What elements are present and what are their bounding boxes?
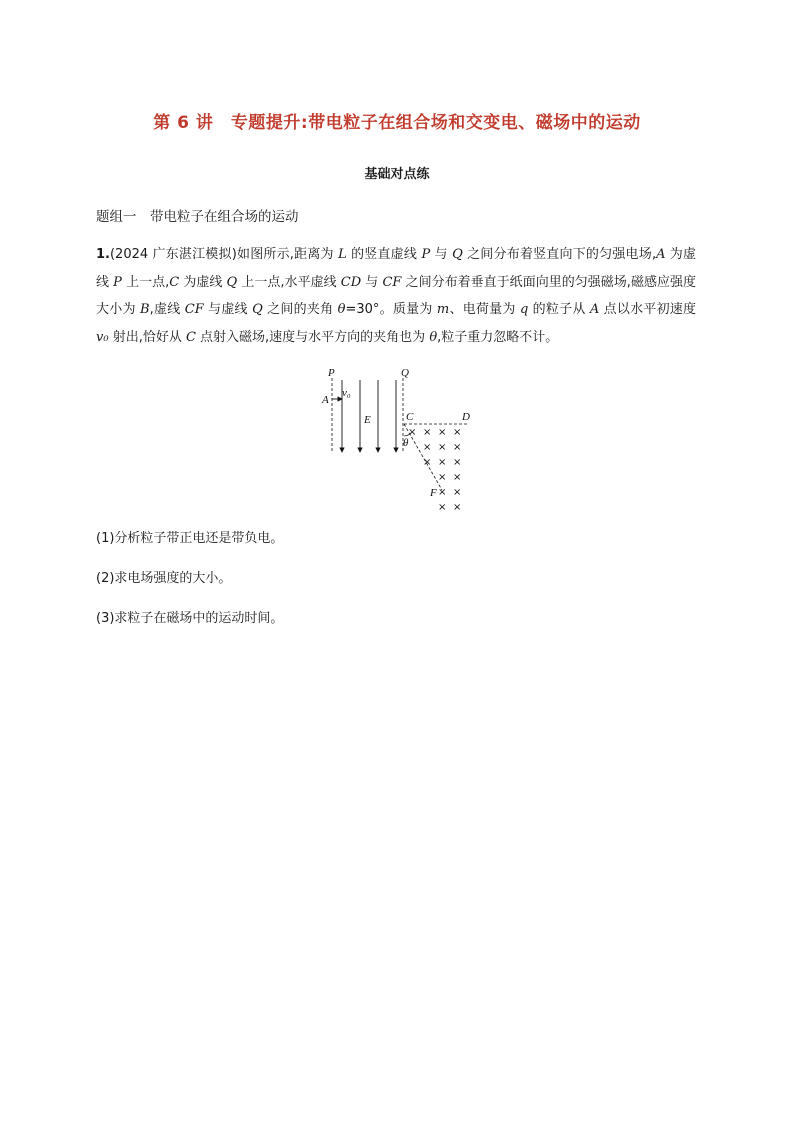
math-variable: q <box>519 302 529 317</box>
math-variable: CF <box>184 302 204 317</box>
math-variable: P <box>421 247 431 262</box>
text-segment: 为虚线 <box>179 274 227 290</box>
magnetic-cross: × <box>453 427 462 438</box>
text-segment: 上一点, <box>121 274 170 290</box>
label-e: E <box>364 414 371 426</box>
text-segment: 如图所示,距离为 <box>236 247 339 262</box>
math-variable: Q <box>452 247 463 262</box>
lecture-title: 第 6 讲 专题提升:带电粒子在组合场和交变电、磁场中的运动 <box>153 113 641 133</box>
text-segment: 点以水平初速度 <box>599 302 697 317</box>
math-variable: Q <box>226 274 238 290</box>
question-3: (3)求粒子在磁场中的运动时间。 <box>96 611 284 626</box>
math-variable: P <box>113 274 122 290</box>
magnetic-cross: × <box>438 442 447 453</box>
math-variable: A <box>656 247 666 262</box>
text-segment: ,虚线 <box>149 302 185 317</box>
physics-figure <box>318 366 488 513</box>
math-variable: C <box>169 274 180 290</box>
magnetic-cross: × <box>438 457 447 468</box>
magnetic-cross: × <box>453 472 462 483</box>
label-p: P <box>328 367 335 379</box>
magnetic-cross: × <box>423 427 432 438</box>
text-segment: 之间分布着垂直于纸面向里的匀强磁场,磁感应强度大小为 <box>96 274 697 317</box>
question-2: (2)求电场强度的大小。 <box>96 571 232 586</box>
label-d: D <box>462 411 470 423</box>
text-segment: ,粒子重力忽略不计。 <box>437 329 559 345</box>
magnetic-cross: × <box>408 427 417 438</box>
math-variable: A <box>589 302 600 317</box>
text-segment: 上一点,水平虚线 <box>237 274 341 290</box>
label-c: C <box>406 411 414 423</box>
text-segment: 与虚线 <box>203 302 253 317</box>
text-segment: 的竖直虚线 <box>346 247 422 262</box>
math-variable: CF <box>382 274 402 290</box>
magnetic-field-crosses <box>408 427 461 513</box>
math-variable: L <box>338 247 347 262</box>
problem-number: 1. <box>96 247 110 262</box>
field-diagram <box>318 366 488 513</box>
math-variable: v₀ <box>96 329 109 345</box>
magnetic-cross: × <box>438 472 447 483</box>
text-segment: 点射入磁场,速度与水平方向的夹角也为 <box>195 329 430 345</box>
text-segment: =30°。质量为 <box>345 302 437 317</box>
label-v0: v₀ <box>342 387 351 399</box>
math-variable: B <box>140 302 150 317</box>
math-variable: Q <box>252 302 263 317</box>
math-variable: θ <box>337 302 346 317</box>
problem-1 <box>96 241 696 351</box>
magnetic-cross: × <box>423 457 432 468</box>
label-theta: θ <box>403 437 409 449</box>
math-variable: CD <box>340 274 362 290</box>
magnetic-cross: × <box>438 487 447 498</box>
magnetic-cross: × <box>423 442 432 453</box>
text-segment: 之间分布着竖直向下的匀强电场, <box>462 247 657 262</box>
section-subtitle: 基础对点练 <box>364 167 430 182</box>
math-variable: m <box>436 302 450 317</box>
text-segment: 射出,恰好从 <box>108 329 186 345</box>
text-segment: 与 <box>361 274 383 290</box>
question-1: (1)分析粒子带正电还是带负电。 <box>96 531 284 546</box>
problem-source: (2024 广东湛江模拟) <box>109 247 237 262</box>
label-q: Q <box>401 367 409 379</box>
math-variable: C <box>185 329 196 345</box>
group-title: 题组一 带电粒子在组合场的运动 <box>96 209 299 225</box>
label-a: A <box>322 394 329 406</box>
math-variable: θ <box>429 329 438 345</box>
magnetic-cross: × <box>453 457 462 468</box>
text-segment: 为虚线 <box>96 247 697 290</box>
magnetic-cross: × <box>453 487 462 498</box>
text-segment: 之间的夹角 <box>262 302 338 317</box>
text-segment: 、电荷量为 <box>449 302 520 317</box>
magnetic-cross: × <box>438 427 447 438</box>
text-segment: 与 <box>430 247 453 262</box>
text-segment: 的粒子从 <box>528 302 590 317</box>
label-f: F <box>430 487 437 499</box>
magnetic-cross: × <box>453 502 462 513</box>
magnetic-cross: × <box>438 502 447 513</box>
magnetic-cross: × <box>453 442 462 453</box>
